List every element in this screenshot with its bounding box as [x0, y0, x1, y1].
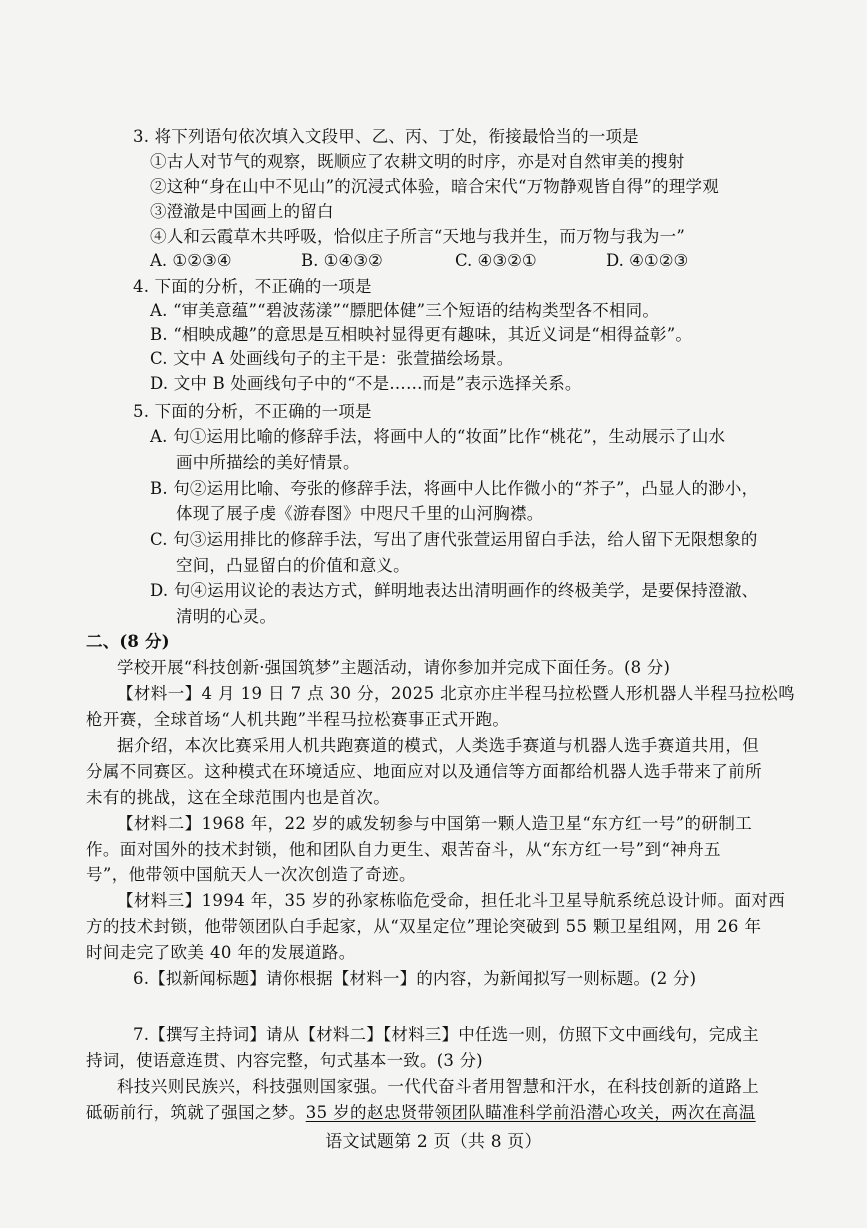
passage-line-2-underlined: 35 岁的赵忠贤带领团队瞄准科学前沿潜心攻关，两次在高温: [305, 1103, 756, 1122]
q4-option-c: C. 文中 A 处画线句子的主干是：张萱描绘场景。: [150, 349, 514, 368]
q5-option-a: A. 句①运用比喻的修辞手法，将画中人的“妆面”比作“桃花”，生动展示了山水: [150, 427, 726, 446]
q7-prompt-line-2: 持词，使语意连贯、内容完整，句式基本一致。(3 分): [86, 1051, 483, 1070]
q3-item-4: ④人和云霞草木共呼吸，恰似庄子所言“天地与我并生，而万物与我为一”: [150, 227, 685, 246]
q3-stem: 3. 将下列语句依次填入文段甲、乙、丙、丁处，衔接最恰当的一项是: [133, 127, 639, 146]
q5-option-d-cont: 清明的心灵。: [176, 607, 277, 626]
q3-option-a: A. ①②③④: [150, 251, 232, 270]
q7-prompt-line-1: 7.【撰写主持词】请从【材料二】【材料三】中任选一则，仿照下文中画线句，完成主: [133, 1025, 759, 1044]
material1-line-2: 枪开赛，全球首场“人机共跑”半程马拉松赛事正式开跑。: [86, 710, 510, 729]
passage-line-1: 科技兴则民族兴，科技强则国家强。一代代奋斗者用智慧和汗水，在科技创新的道路上: [117, 1077, 760, 1096]
material3-line-3: 时间走完了欧美 40 年的发展道路。: [86, 943, 356, 962]
q6-prompt: 6.【拟新闻标题】请你根据【材料一】的内容，为新闻拟写一则标题。(2 分): [133, 969, 697, 988]
q5-option-c-cont: 空间，凸显留白的价值和意义。: [176, 556, 410, 575]
material2-line-3: 号”，他带领中国航天人一次次创造了奇迹。: [86, 865, 416, 884]
passage-line-2: [86, 1102, 756, 1124]
q3-item-2: ②这种“身在山中不见山”的沉浸式体验，暗合宋代“万物静观皆自得”的理学观: [150, 177, 719, 196]
q4-option-b: B. “相映成趣”的意思是互相映衬显得更有趣味，其近义词是“相得益彰”。: [150, 325, 693, 344]
q5-option-b: B. 句②运用比喻、夸张的修辞手法，将画中人比作微小的“芥子”，凸显人的渺小，: [150, 479, 759, 498]
q4-option-a: A. “审美意蕴”“碧波荡漾”“膘肥体健”三个短语的结构类型各不相同。: [150, 301, 660, 320]
q5-stem: 5. 下面的分析，不正确的一项是: [133, 402, 372, 421]
material3-line-2: 方的技术封锁，他带领团队白手起家，从“双星定位”理论突破到 55 颗卫星组网，用 26 年: [86, 917, 762, 936]
material1-line-3: 据介绍，本次比赛采用人机共跑赛道的模式，人类选手赛道与机器人选手赛道共用，但: [117, 736, 760, 755]
q5-option-c: C. 句③运用排比的修辞手法，写出了唐代张萱运用留白手法，给人留下无限想象的: [150, 530, 758, 549]
q4-stem: 4. 下面的分析，不正确的一项是: [133, 277, 372, 296]
q5-option-b-cont: 体现了展子虔《游春图》中咫尺千里的山河胸襟。: [176, 504, 544, 523]
q5-option-d: D. 句④运用议论的表达方式，鲜明地表达出清明画作的终极美学，是要保持澄澈、: [150, 581, 759, 600]
passage-line-2-plain: 砥砺前行，筑就了强国之梦。: [86, 1103, 306, 1122]
page-footer: 语文试题第 2 页（共 8 页）: [325, 1132, 542, 1152]
section-heading: 二、(8 分): [86, 632, 170, 651]
q3-item-1: ①古人对节气的观察，既顺应了农耕文明的时序，亦是对自然审美的搜射: [150, 152, 685, 171]
material1-line-4: 分属不同赛区。这种模式在环境适应、地面应对以及通信等方面都给机器人选手带来了前所: [86, 762, 762, 781]
material2-line-2: 作。面对国外的技术封锁，他和团队自力更生、艰苦奋斗，从“东方红一号”到“神舟五: [86, 840, 721, 859]
material1-line-5: 未有的挑战，这在全球范围内也是首次。: [86, 788, 391, 807]
material3-line-1: 【材料三】1994 年，35 岁的孙家栋临危受命，担任北斗卫星导航系统总设计师。面对西: [117, 891, 786, 910]
q3-option-c: C. ④③②①: [455, 251, 537, 270]
q3-option-d: D. ④①②③: [606, 251, 689, 270]
q5-option-a-cont: 画中所描绘的美好情景。: [176, 453, 360, 472]
q3-option-b: B. ①④③②: [301, 251, 383, 270]
q4-option-d: D. 文中 B 处画线句子中的“不是……而是”表示选择关系。: [150, 374, 582, 393]
material1-line-1: 【材料一】4 月 19 日 7 点 30 分，2025 北京亦庄半程马拉松暨人形机器人半程马拉松鸣: [117, 684, 796, 703]
material2-line-1: 【材料二】1968 年，22 岁的戚发轫参与中国第一颗人造卫星“东方红一号”的研制工: [117, 814, 753, 833]
section-intro: 学校开展“科技创新·强国筑梦”主题活动，请你参加并完成下面任务。(8 分): [117, 658, 671, 677]
q3-item-3: ③澄澈是中国画上的留白: [150, 202, 334, 221]
